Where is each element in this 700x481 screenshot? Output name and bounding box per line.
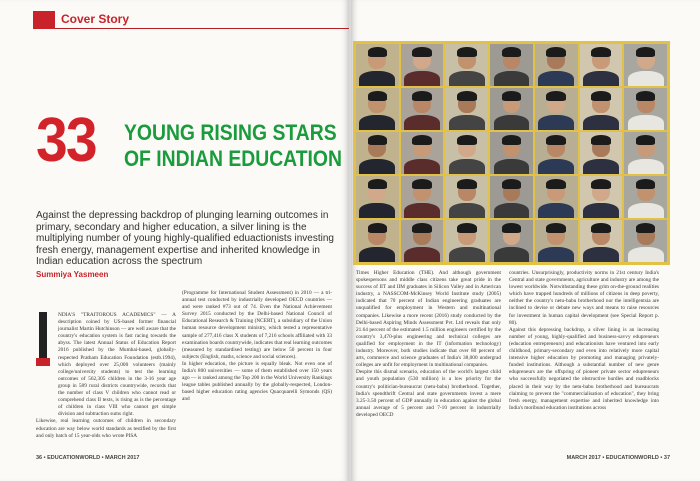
portrait-photo bbox=[356, 44, 399, 86]
portrait-photo bbox=[401, 132, 444, 174]
left-page bbox=[0, 0, 349, 481]
portrait-photo bbox=[490, 88, 533, 130]
portrait-photo bbox=[356, 220, 399, 262]
body-column-4 bbox=[509, 270, 659, 412]
portrait-photo bbox=[401, 220, 444, 262]
headline bbox=[124, 120, 342, 172]
portrait-photo bbox=[445, 132, 488, 174]
body-column-2 bbox=[182, 290, 332, 404]
portrait-photo bbox=[356, 88, 399, 130]
portrait-photo bbox=[401, 176, 444, 218]
byline: Summiya Yasmeen bbox=[36, 270, 109, 279]
page-footer-right: MARCH 2017 • EDUCATIONWORLD • 37 bbox=[566, 455, 670, 461]
article-deck: Against the depressing backdrop of plunging learning outcomes in primary, secondary and higher education, a silver lining is the multiplying number of young highly-qualified eduactionists investing fresh energy, management expertise and inherited knowledge in Indian education across the spectrum bbox=[36, 210, 334, 267]
portrait-photo bbox=[535, 220, 578, 262]
portrait-photo bbox=[580, 44, 623, 86]
portrait-photo bbox=[624, 44, 667, 86]
portrait-photo bbox=[535, 132, 578, 174]
body-paragraph: In higher education, the picture is equally bleak. Not even one of India's 800 universities — some of them established over 150 years ago — is ranked among the Top 200 in the World University Rankings league tables published annually by the globally-respected, London-based higher education rating agencies Quacquarelli Symonds (QS) and bbox=[182, 360, 332, 403]
body-column-1 bbox=[36, 312, 176, 440]
portrait-photo bbox=[624, 176, 667, 218]
portrait-photo bbox=[490, 44, 533, 86]
portrait-photo bbox=[490, 220, 533, 262]
portrait-photo bbox=[445, 88, 488, 130]
portrait-photo bbox=[490, 176, 533, 218]
portrait-photo bbox=[580, 220, 623, 262]
page-footer-left: 36 • EDUCATIONWORLD • MARCH 2017 bbox=[36, 455, 140, 461]
portrait-photo bbox=[445, 44, 488, 86]
portrait-photo bbox=[535, 88, 578, 130]
portrait-photo bbox=[401, 88, 444, 130]
portrait-photo bbox=[580, 132, 623, 174]
portrait-photo bbox=[490, 132, 533, 174]
portrait-photo bbox=[624, 132, 667, 174]
portrait-photo bbox=[580, 176, 623, 218]
portrait-photo bbox=[535, 44, 578, 86]
body-paragraph: (Programme for International Student Assessment) in 2010 — a tri-annual test conducted by industrially developed OECD countries — and were ranked #73 out of 74. Even the National Achievement Survey 2015 conducted by the Delhi-based National Council of Educational Research & Training (NCERT), a subsidiary of the Union human resource development ministry, which tested a representative sample of 277,416 class X students of 7,216 schools affiliated with 33 examination boards countrywide, indicates that real learning outcomes (measured by standardised testing) are below 50 percent in four subjects (English, maths, science and social sciences). bbox=[182, 290, 332, 360]
portrait-photo bbox=[624, 88, 667, 130]
portrait-photo bbox=[445, 176, 488, 218]
body-paragraph: Against this depressing backdrop, a silver lining is an increasing number of young, highly-qualified and business-savvy edupreneurs (education entrepreneurs) and educationists have ventured into early childhood, primary-secondary and even into relatively more capital intensive higher education by promoting and managing privately-funded institutions. Although a substantial number of new genre edupreneurs are the offspring of pioneer private sector edupreneurs who successfully negotiated the obstructive hurdles and roadblocks placed in their way by the netu-babu brotherhood and bureaucrats claiming to prevent the "commercialisation of education", they bring fresh energy, management expertise and inherited knowledge into India's moribund education institutions across bbox=[509, 326, 659, 411]
body-paragraph: Likewise, real learning outcomes of children in secondary education are way below world standards as testified by the first and only batch of 15 year-olds who wrote PISA bbox=[36, 418, 176, 439]
section-tag-marker bbox=[33, 11, 55, 29]
body-paragraph: Times Higher Education (THE). And although government spokespersons and middle class citizens take great pride in the success of IIT and IIM graduates in Silicon Valley and in American industry, a NASSCOM-McKinsey World Institute study (2005) indicated that 70 percent of Indian engineering graduates are unqualified for employment in Western and multinational companies. Likewise a more recent (2016) study conducted by the Delhi-based Aspiring Minds Assessment Pvt. Ltd reveals that only 21.64 percent of the estimated 1.5 million engineers certified by the country's 3,470-plus engineering and technical colleges are qualified for employment in the IT (information technology) industry. Moreover, both studies indicate that over 80 percent of arts, commerce and science graduates of India's 38,000 undergrad colleges are unfit for employment in multinational companies. bbox=[356, 270, 501, 369]
headline-number: 33 bbox=[36, 106, 96, 175]
portrait-photo bbox=[401, 44, 444, 86]
portrait-photo bbox=[356, 132, 399, 174]
body-paragraph: NDIA'S "TRAITOROUS ACADEMICS" — A description coined by US-based former financial journalist Martin Hutchinson — are well aware that the country's education system is fast racing towards the abyss. The latest Annual Status of Education Report 2016 published by the Mumbai-based, globally-respected Pratham Education Foundation (estb.1994), which deployed over 25,000 volunteers (mainly college/university students) to test the learning outcomes of 562,305 children in the 3-16 year age group in 589 rural districts countrywide, records that the number of class V children who cannot read or comprehend class II texts, is rising as is the percentage of children in class VIII who cannot get simple division and subtraction sums right. bbox=[58, 312, 176, 418]
portrait-photo bbox=[580, 88, 623, 130]
portrait-photo bbox=[624, 220, 667, 262]
body-column-3 bbox=[356, 270, 501, 419]
portrait-photo bbox=[445, 220, 488, 262]
portrait-photo-grid bbox=[353, 41, 670, 265]
section-label: Cover Story bbox=[61, 12, 130, 26]
body-paragraph: Despite this dismal scenario, education of the world's largest child and youth population (530 million) is a low priority for the country's politician-bureaucrat (netu-babu) brotherhood. Together, India's spendthrift Central and state governments invest a mere 3.25-3.50 percent of GDP annually in education against the global annual average of 5 percent and 7-10 percent in industrially developed OECD bbox=[356, 369, 501, 418]
headline-line-2: OF INDIAN EDUCATION bbox=[124, 146, 342, 171]
portrait-photo bbox=[535, 176, 578, 218]
portrait-photo bbox=[356, 176, 399, 218]
body-paragraph: countries. Unsurprisingly, productivity norms in 21st century India's Central and state governments, agriculture and industry are among the lowest worldwide. Notwithstanding these grim on-the-ground realities which have trapped hundreds of millions of citizens in deep poverty, neither the country's netu-babu brotherhood nor the intelligentsia are inclined to devise or debate new ways and means to raise resources for investment in human capital development (see Special Report p. 80). bbox=[509, 270, 659, 326]
section-tag bbox=[33, 11, 349, 29]
headline-line-1: YOUNG RISING STARS bbox=[124, 120, 337, 145]
